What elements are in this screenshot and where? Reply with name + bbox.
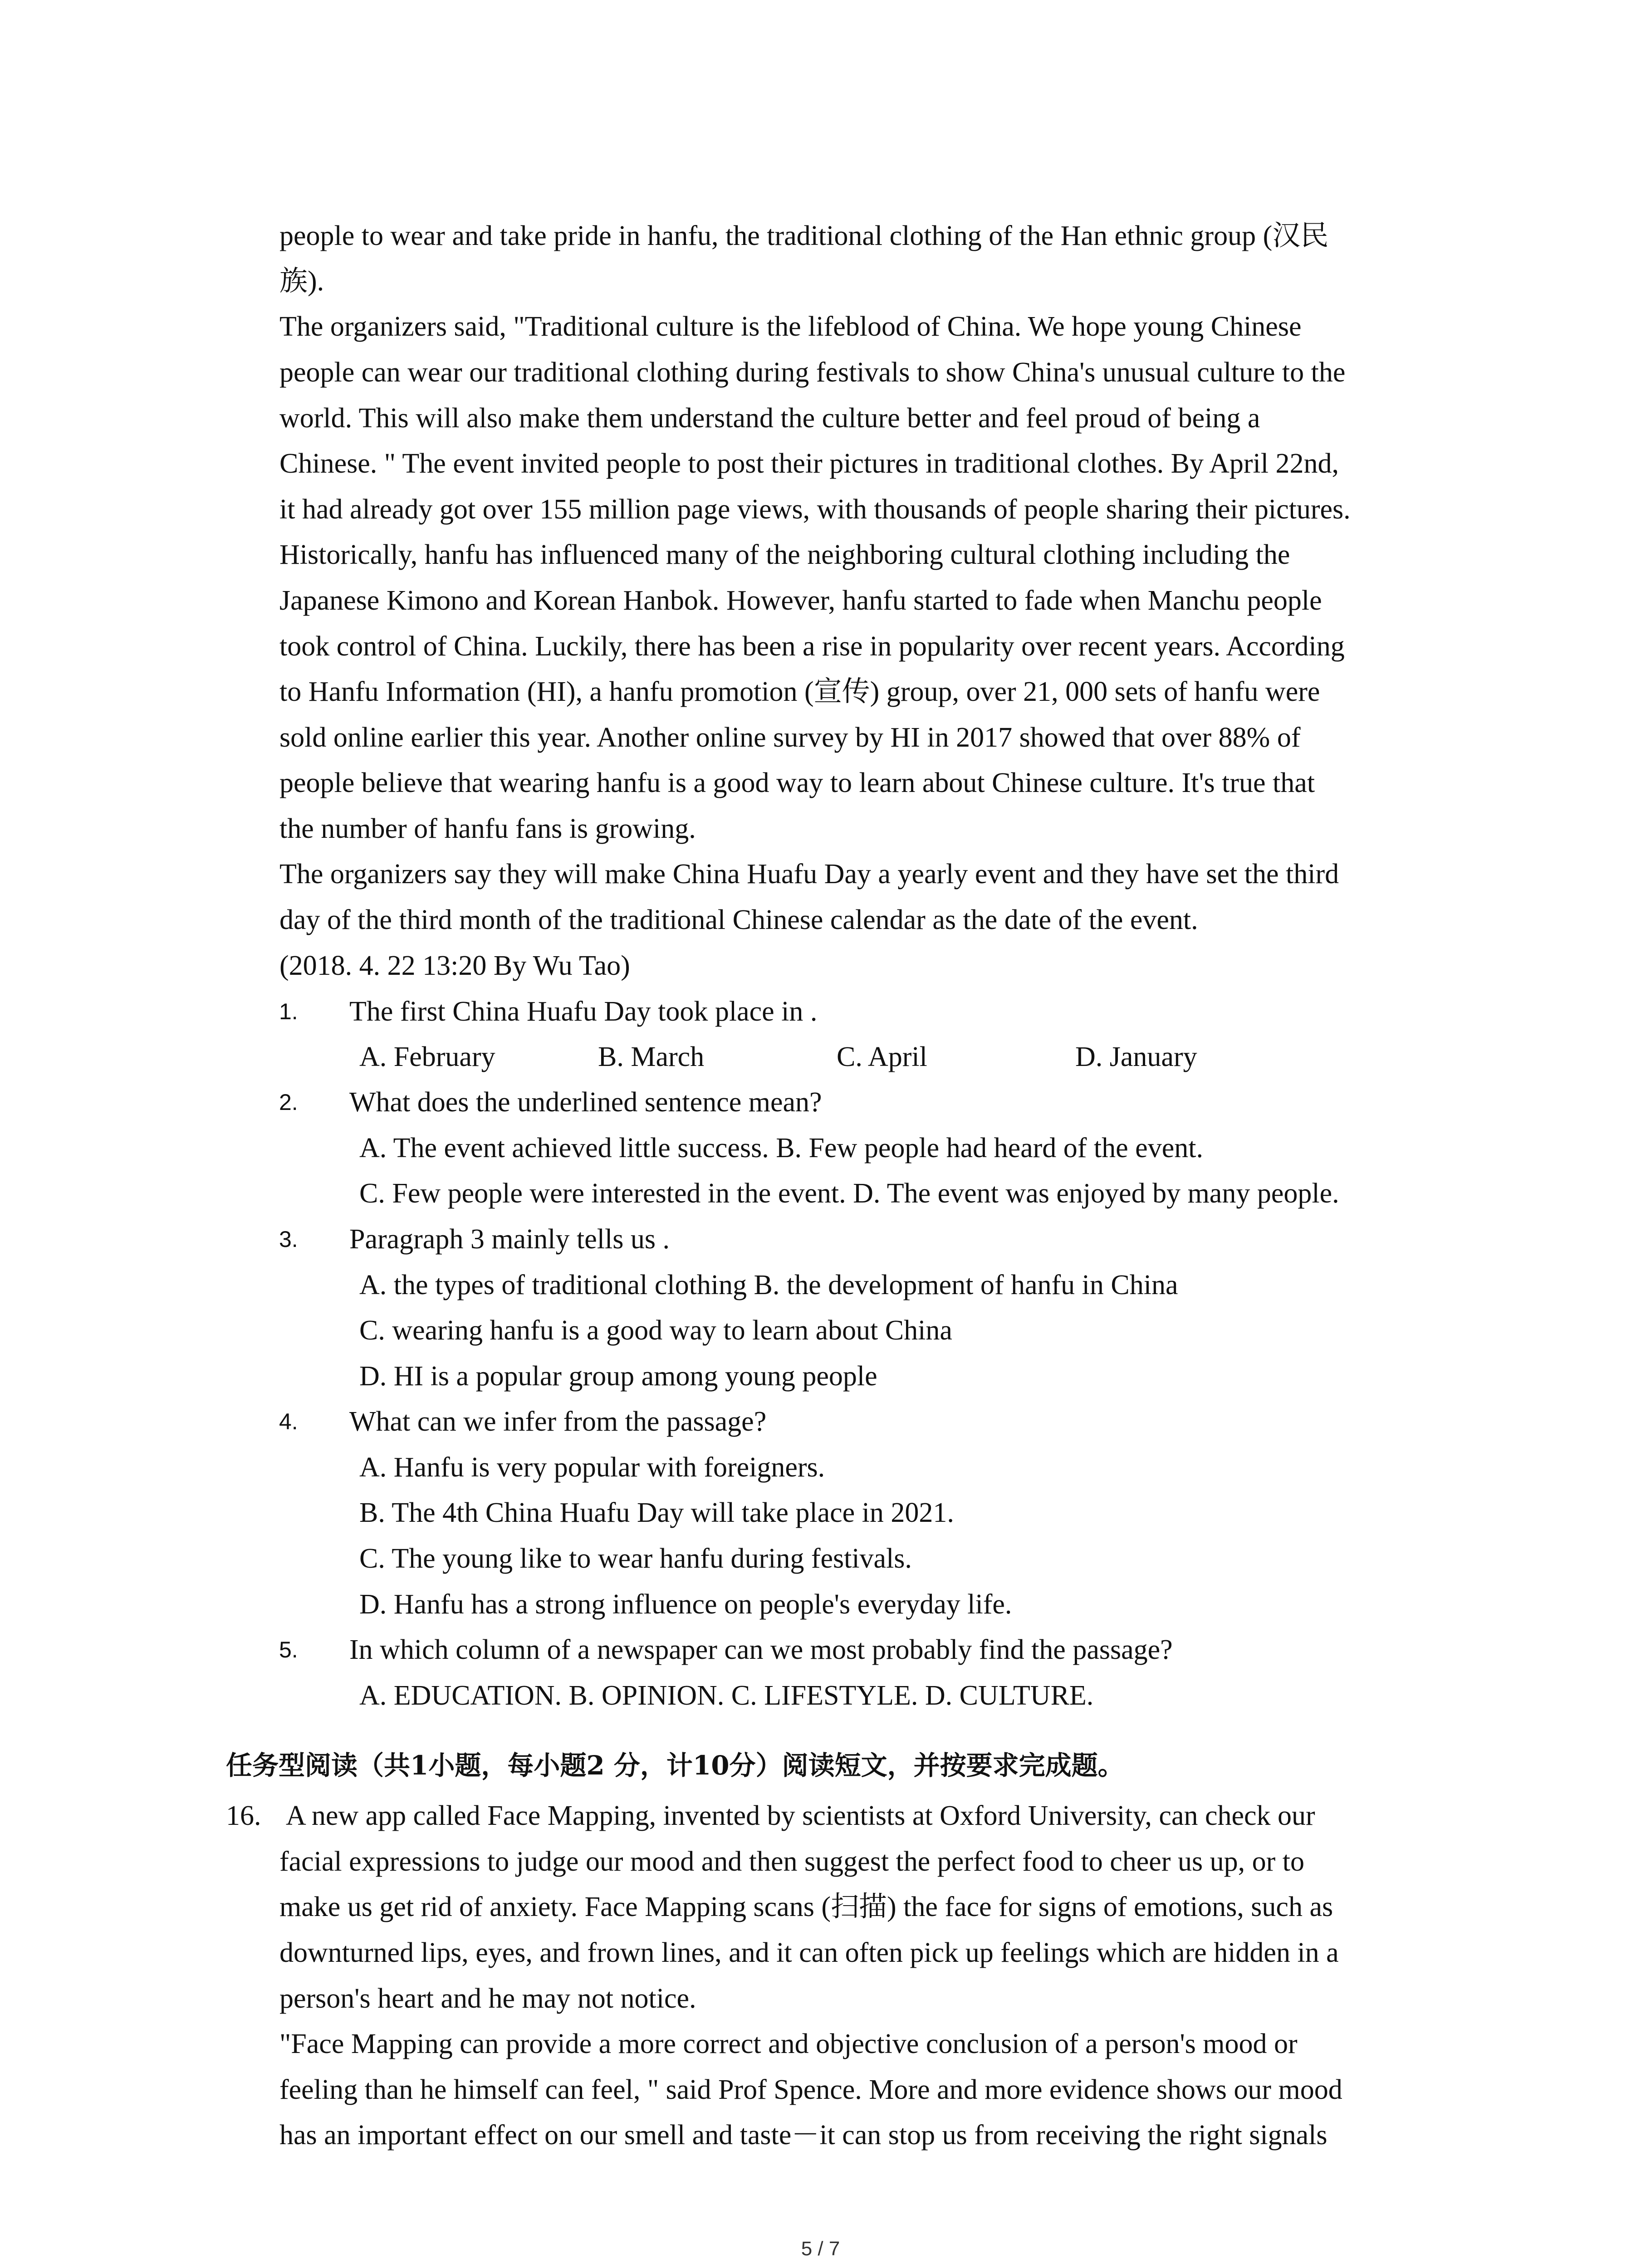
passage-line: sold online earlier this year. Another online survey by HI in 2017 showed that over 88% of bbox=[279, 722, 1301, 753]
option-c: C. April bbox=[837, 1041, 927, 1072]
question-text: What does the underlined sentence mean? bbox=[349, 1087, 822, 1118]
question-number: 2. bbox=[279, 1090, 298, 1115]
question-text: The first China Huafu Day took place in . bbox=[349, 996, 818, 1027]
question-number: 4. bbox=[279, 1409, 298, 1434]
option-line: D. Hanfu has a strong influence on people's everyday life. bbox=[359, 1589, 1012, 1620]
passage-line: people to wear and take pride in hanfu, the traditional clothing of the Han ethnic group (汉民 bbox=[279, 220, 1329, 251]
option-d: D. January bbox=[1075, 1041, 1197, 1072]
item-number: 16. bbox=[226, 1800, 261, 1831]
question-number: 1. bbox=[279, 999, 298, 1024]
passage-line: downturned lips, eyes, and frown lines, and it can often pick up feelings which are hidden in a bbox=[279, 1937, 1339, 1968]
question-text: In which column of a newspaper can we most probably find the passage? bbox=[349, 1634, 1173, 1665]
option-line: A. Hanfu is very popular with foreigners. bbox=[359, 1452, 825, 1483]
question-number: 3. bbox=[279, 1227, 298, 1252]
passage-line: people can wear our traditional clothing during festivals to show China's unusual culture to the bbox=[279, 357, 1346, 388]
passage-line: the number of hanfu fans is growing. bbox=[279, 813, 696, 844]
section-heading: 任务型阅读（共1小题，每小题2 分，计10分）阅读短文，并按要求完成题。 bbox=[226, 1750, 1124, 1781]
passage-line: make us get rid of anxiety. Face Mapping scans (扫描) the face for signs of emotions, such as bbox=[279, 1892, 1333, 1922]
question-text: What can we infer from the passage? bbox=[349, 1406, 767, 1437]
passage-line: day of the third month of the traditional Chinese calendar as the date of the event. bbox=[279, 904, 1198, 935]
option-line: B. The 4th China Huafu Day will take place in 2021. bbox=[359, 1497, 954, 1528]
passage-line: "Face Mapping can provide a more correct and objective conclusion of a person's mood or bbox=[279, 2028, 1298, 2059]
passage-line: Historically, hanfu has influenced many of the neighboring cultural clothing including the bbox=[279, 539, 1290, 570]
question-text: Paragraph 3 mainly tells us . bbox=[349, 1224, 670, 1255]
question-number: 5. bbox=[279, 1637, 298, 1662]
page-number: 5 / 7 bbox=[801, 2238, 840, 2260]
option-line: D. HI is a popular group among young people bbox=[359, 1361, 877, 1392]
passage-line: 族). bbox=[279, 266, 324, 297]
option-a: A. February bbox=[359, 1041, 495, 1072]
option-line: A. EDUCATION. B. OPINION. C. LIFESTYLE. D. CULTURE. bbox=[359, 1680, 1094, 1711]
passage-line: world. This will also make them understand the culture better and feel proud of being a bbox=[279, 403, 1260, 434]
passage-line: A new app called Face Mapping, invented by scientists at Oxford University, can check our bbox=[286, 1800, 1315, 1831]
passage-line: took control of China. Luckily, there has been a rise in popularity over recent years. According bbox=[279, 631, 1345, 662]
option-line: C. Few people were interested in the event. D. The event was enjoyed by many people. bbox=[359, 1178, 1339, 1209]
passage-line: to Hanfu Information (HI), a hanfu promotion (宣传) group, over 21, 000 sets of hanfu were bbox=[279, 676, 1320, 707]
option-line: C. wearing hanfu is a good way to learn about China bbox=[359, 1315, 952, 1346]
passage-line: The organizers say they will make China Huafu Day a yearly event and they have set the third bbox=[279, 859, 1339, 890]
option-line: C. The young like to wear hanfu during festivals. bbox=[359, 1543, 912, 1574]
option-line: A. The event achieved little success. B. Few people had heard of the event. bbox=[359, 1133, 1203, 1163]
passage-line: it had already got over 155 million page views, with thousands of people sharing their pictures. bbox=[279, 494, 1351, 525]
passage-line: Japanese Kimono and Korean Hanbok. However, hanfu started to fade when Manchu people bbox=[279, 585, 1322, 616]
passage-line: feeling than he himself can feel, " said Prof Spence. More and more evidence shows our mood bbox=[279, 2074, 1342, 2105]
passage-line: people believe that wearing hanfu is a good way to learn about Chinese culture. It's true that bbox=[279, 767, 1315, 798]
passage-line: (2018. 4. 22 13:20 By Wu Tao) bbox=[279, 950, 630, 981]
passage-line: person's heart and he may not notice. bbox=[279, 1983, 696, 2014]
passage-line: Chinese. " The event invited people to post their pictures in traditional clothes. By April 22nd, bbox=[279, 448, 1339, 479]
option-b: B. March bbox=[598, 1041, 705, 1072]
option-line: A. the types of traditional clothing B. the development of hanfu in China bbox=[359, 1270, 1178, 1300]
passage-line: The organizers said, "Traditional culture is the lifeblood of China. We hope young Chinese bbox=[279, 311, 1302, 342]
passage-line: facial expressions to judge our mood and then suggest the perfect food to cheer us up, or to bbox=[279, 1846, 1304, 1877]
passage-line: has an important effect on our smell and taste－it can stop us from receiving the right signals bbox=[279, 2120, 1327, 2151]
